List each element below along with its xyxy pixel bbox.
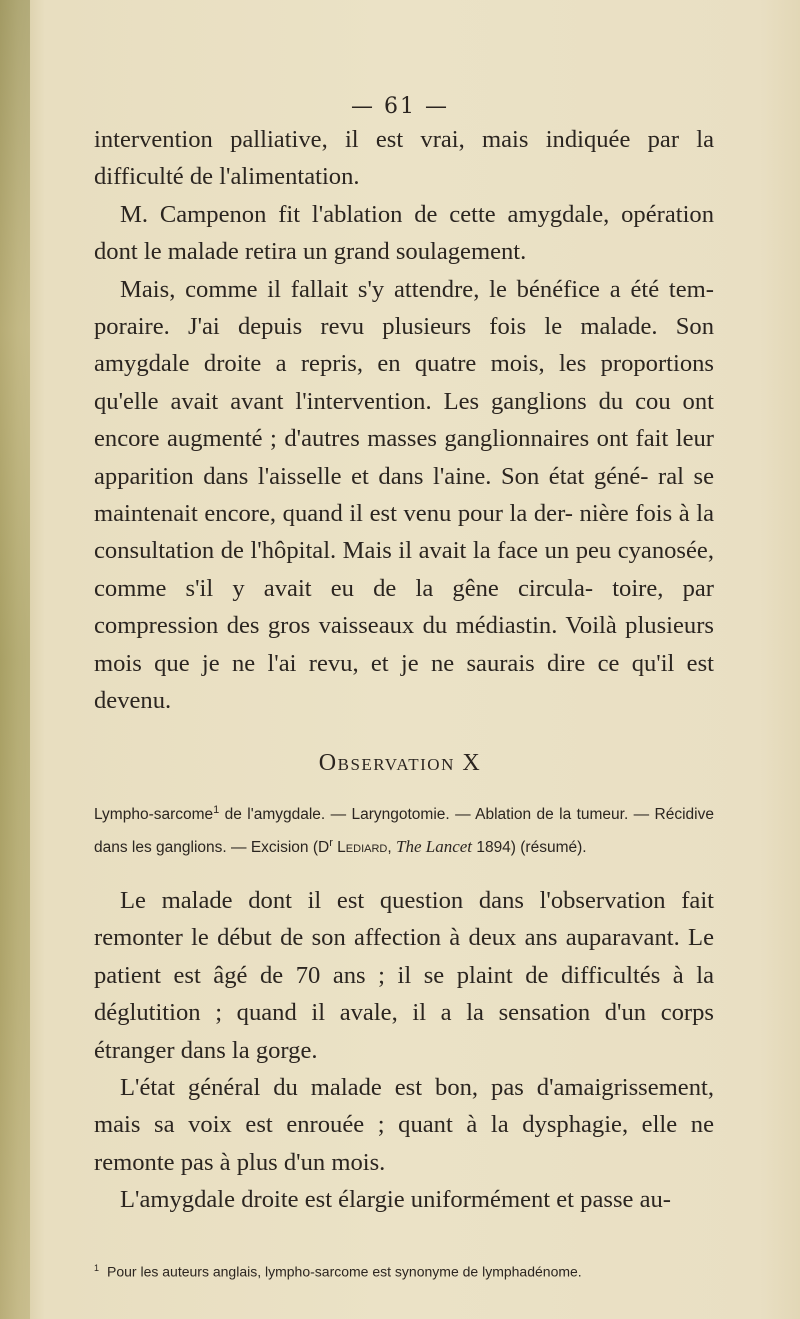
- footnote-mark: 1: [94, 1263, 100, 1273]
- footnote-ref: 1: [213, 804, 220, 816]
- paragraph: Le malade dont il est question dans l'observation fait remonter le début de son affection à deux ans auparavant. Le patient est âgé de 70 ans ; il se plaint de difficultés à la déglutition ; quand il avale, il a la sensation d'un corps étranger dans la gorge.: [94, 887, 714, 1064]
- summary-text: de l'amygdale. — Laryngotomie. — Ablation de la tumeur. — Récidive dans les ganglions. — Excision (D: [94, 806, 714, 857]
- text-block-bottom: [94, 882, 714, 1219]
- summary-text: Lympho-sarcome: [94, 806, 214, 824]
- observation-summary: [94, 796, 714, 862]
- page-edge-stain: [0, 0, 30, 1319]
- paragraph: L'amygdale droite est élargie uniformément et passe au-: [120, 1186, 671, 1214]
- observation-heading: Observation X: [318, 750, 482, 776]
- page-number: — 61 —: [351, 94, 449, 119]
- paragraph: L'état général du malade est bon, pas d'amaigrissement, mais sa voix est enrouée ; quant à la dysphagie, elle ne remonte pas à plus d'un mois.: [94, 1074, 714, 1176]
- paragraph: Mais, comme il fallait s'y attendre, le bénéfice a été tem- poraire. J'ai depuis revu plusieurs fois le malade. Son amygdale droite a repris, en quatre mois, les proportions qu'elle avait avant l'intervention. Les ganglions du cou ont encore augmenté ; d'autres masses ganglionnaires ont fait leur apparition dans l'aisselle et dans l'aine. Son état géné- ral se maintenait encore, quand il est venu pour la der- nière fois à la consultation de l'hôpital. Mais il avait la face un peu cyanosée, comme s'il y avait eu de la gêne circula- toire, par compression des gros vaisseaux du médiastin. Voilà plusieurs mois que je ne l'ai revu, et je ne saurais dire ce qu'il est devenu.: [94, 275, 714, 715]
- footnote: [94, 1258, 734, 1282]
- paragraph: M. Campenon fit l'ablation de cette amygdale, opération dont le malade retira un grand soulagement.: [94, 200, 714, 266]
- summary-text: r: [329, 837, 333, 850]
- text-block-top: [94, 121, 714, 720]
- summary-author: Lediard,: [332, 839, 392, 857]
- summary-journal: The Lancet: [395, 837, 473, 857]
- footnote-text: Pour les auteurs anglais, lympho-sarcome est synonyme de lymphadénome.: [107, 1263, 582, 1280]
- paragraph: intervention palliative, il est vrai, mais indiquée par la difficulté de l'alimentation.: [94, 126, 714, 191]
- summary-text: 1894) (résumé).: [472, 839, 587, 857]
